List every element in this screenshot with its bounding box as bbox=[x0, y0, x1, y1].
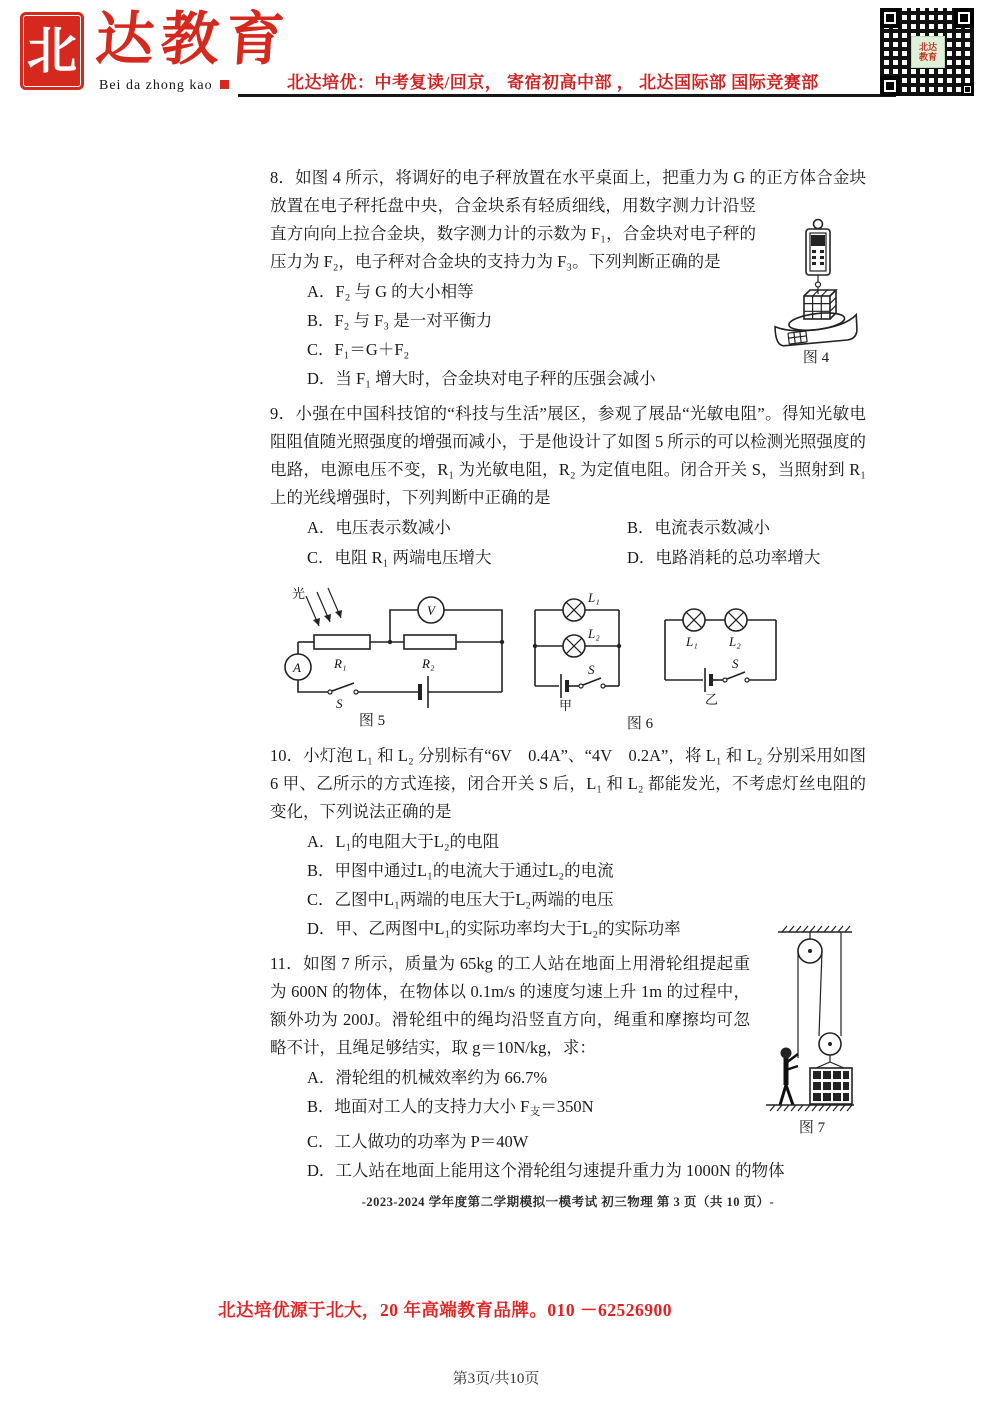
r1-label: R₁ bbox=[334, 656, 347, 671]
logo-wordmark: 达教育 bbox=[93, 7, 294, 72]
switch-label: S bbox=[732, 656, 739, 671]
l1-label: L₁ bbox=[588, 590, 600, 605]
logo-seal: 北 bbox=[20, 12, 84, 90]
circuit-figures-row bbox=[270, 580, 866, 740]
qr-finder-icon bbox=[880, 76, 900, 96]
promo-line: 北达培优源于北大，20 年高端教育品牌。010 －62526900 bbox=[218, 1300, 672, 1320]
qr-center-line2: 教育 bbox=[918, 52, 937, 62]
voltmeter-label: V bbox=[427, 603, 435, 618]
option-a: A．F₂ 与 G 的大小相等 bbox=[307, 282, 474, 301]
yi-label: 乙 bbox=[705, 692, 719, 707]
battery-icon bbox=[561, 674, 567, 698]
l1-label: L₁ bbox=[686, 634, 698, 649]
page-pagination: 第3页/共10页 bbox=[452, 1371, 540, 1387]
header-slogan: 北达培优：中考复读/回京， 寄宿初高中部 ， 北达国际部 国际竞赛部 bbox=[287, 73, 819, 92]
r2-label: R₂ bbox=[422, 656, 435, 671]
qr-center-label bbox=[911, 36, 945, 68]
question-9-options bbox=[270, 513, 866, 573]
logo-subtitle bbox=[99, 78, 229, 94]
option-d: D．工人站在地面上能用这个滑轮组匀速提升重力为 1000N 的物体 bbox=[307, 1161, 785, 1180]
l2-label: L₂ bbox=[729, 634, 741, 649]
question-10 bbox=[270, 742, 866, 943]
option-b: B．甲图中通过L₁的电流大于通过L₂的电流 bbox=[307, 861, 614, 880]
battery-icon bbox=[420, 676, 428, 708]
ammeter-label: A bbox=[293, 660, 301, 675]
question-10-stem: 10．小灯泡 L₁ 和 L₂ 分别标有“6V 0.4A”、“4V 0.2A”，将 L₁ 和 L₂ 分别采用如图 6 甲、乙所示的方式连接，闭合开关 S 后，L₁ 和 L₂ 都能发光，不考虑灯丝电阻的变化，下列说法正确的是 bbox=[270, 746, 866, 821]
exam-content bbox=[270, 164, 866, 1211]
rope-to-movable-pulley bbox=[819, 951, 822, 1036]
qr-finder-icon bbox=[954, 8, 974, 28]
option-b-value: ＝350N bbox=[540, 1097, 594, 1116]
crate-icon bbox=[810, 1068, 852, 1104]
figure-6-label: 图 6 bbox=[626, 716, 654, 732]
question-9-stem: 9．小强在中国科技馆的“科技与生活”展区，参观了展品“光敏电阻”。得知光敏电阻阻值随光照强度的增强而减小，于是他设计了如图 5 所示的可以检测光照强度的电路，电源电压不变，R₁ 为光敏电阻，R₂ 为定值电阻。闭合开关 S，当照射到 R₁ 上的光线增强时，下列判断中正确的是 bbox=[270, 404, 866, 507]
figure-6-yi-circuit-diagram bbox=[653, 598, 788, 712]
lamp-l2-icon bbox=[563, 635, 585, 657]
switch-icon bbox=[579, 678, 605, 688]
lamp-l2-icon bbox=[725, 609, 747, 631]
figure-4 bbox=[766, 216, 866, 368]
option-c: C．F₁＝G＋F₂ bbox=[307, 340, 410, 359]
light-rays-icon bbox=[306, 588, 342, 626]
figure-6-jia-circuit-diagram bbox=[517, 590, 637, 715]
figure-7 bbox=[758, 920, 866, 1138]
option-a: A．L₁的电阻大于L₂的电阻 bbox=[307, 832, 500, 851]
option-d: D．当 F₁ 增大时，合金块对电子秤的压强会减小 bbox=[307, 369, 656, 388]
light-label: 光 bbox=[292, 586, 306, 601]
qr-code bbox=[880, 8, 974, 96]
question-11 bbox=[270, 950, 866, 1185]
header-divider bbox=[238, 94, 896, 97]
switch-icon bbox=[723, 672, 749, 682]
figure-5-circuit-diagram bbox=[278, 580, 518, 710]
pulley-system-diagram bbox=[758, 920, 858, 1118]
question-8-stem: 8．如图 4 所示，将调好的电子秤放置在水平桌面上，把重力为 G 的正方体合金块放置在电子秤托盘中央，合金块系有轻质细线，用数字测力计沿竖直方向向上拉合金块，数字测力计的示数为 F₁，合金块对电子秤的压力为 F₂，电子秤对合金块的支持力为 F₃。下列判断正确的是 bbox=[270, 168, 866, 271]
switch-label: S bbox=[336, 696, 343, 710]
option-b-subscript: 支 bbox=[529, 1106, 541, 1118]
option-c: C．乙图中L₁两端的电压大于L₂两端的电压 bbox=[307, 890, 614, 909]
exam-page-footer: -2023-2024 学年度第二学期模拟一模考试 初三物理 第 3 页（共 10 页）- bbox=[361, 1195, 775, 1209]
question-8 bbox=[270, 164, 866, 393]
question-11-stem: 11．如图 7 所示，质量为 65kg 的工人站在地面上用滑轮组提起重为 600N 的物体，在物体以 0.1m/s 的速度匀速上升 1m 的过程中，额外功为 200J。滑轮组中的绳均沿竖直方向，绳重和摩擦均可忽略不计，且绳足够结实，取 g＝10N/kg，求： bbox=[270, 954, 750, 1057]
battery-icon bbox=[705, 668, 711, 692]
worker-icon bbox=[780, 1048, 798, 1106]
option-b: B．电流表示数减小 bbox=[627, 518, 771, 537]
qr-center-line1: 北达 bbox=[918, 42, 937, 52]
option-b-text: B．地面对工人的支持力大小 F bbox=[307, 1097, 530, 1116]
photoresistor-r1 bbox=[314, 635, 370, 649]
option-d: D．甲、乙两图中L₁的实际功率均大于L₂的实际功率 bbox=[307, 919, 681, 938]
electronic-scale-diagram bbox=[766, 216, 862, 348]
switch-icon bbox=[328, 683, 358, 694]
figure-7-label: 图 7 bbox=[798, 1120, 826, 1136]
option-c: C．电阻 R₁ 两端电压增大 bbox=[307, 548, 492, 567]
option-b: B．F₂ 与 F₃ 是一对平衡力 bbox=[307, 311, 493, 330]
gauge-ring bbox=[814, 220, 823, 229]
lamp-l1-icon bbox=[683, 609, 705, 631]
jia-label: 甲 bbox=[559, 698, 573, 713]
qr-finder-icon bbox=[961, 83, 974, 96]
figure-4-label: 图 4 bbox=[802, 350, 830, 366]
logo-red-square-icon bbox=[220, 80, 229, 89]
l2-label: L₂ bbox=[588, 626, 600, 641]
logo-subtitle-text: Bei da zhong kao bbox=[99, 78, 213, 93]
figure-5-label: 图 5 bbox=[358, 713, 386, 729]
electronic-scale bbox=[774, 309, 859, 348]
qr-finder-icon bbox=[880, 8, 900, 28]
question-9 bbox=[270, 400, 866, 573]
option-c: C．工人做功的功率为 P＝40W bbox=[307, 1132, 529, 1151]
force-gauge-display bbox=[811, 235, 825, 246]
option-a: A．电压表示数减小 bbox=[307, 518, 451, 537]
lamp-l1-icon bbox=[563, 599, 585, 621]
option-a: A．滑轮组的机械效率约为 66.7% bbox=[307, 1068, 548, 1087]
resistor-r2 bbox=[404, 635, 456, 649]
switch-label: S bbox=[588, 662, 595, 677]
option-d: D．电路消耗的总功率增大 bbox=[627, 548, 821, 567]
